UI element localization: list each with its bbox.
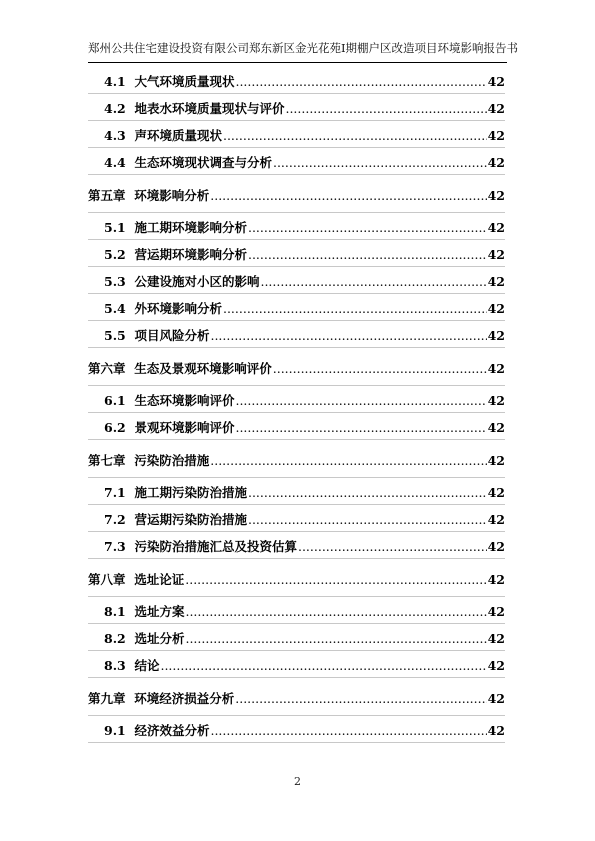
toc-section-entry[interactable]: [88, 294, 505, 321]
toc-entry-title: 施工期环境影响分析: [134, 220, 247, 235]
toc-entry-page: 42: [487, 631, 505, 646]
dot-leader: [210, 325, 486, 347]
toc-chapter-entry[interactable]: [88, 348, 505, 386]
toc-entry-number: 5.1: [104, 220, 126, 235]
toc-entry-number: 4.2: [104, 101, 126, 116]
dot-leader: [235, 688, 486, 710]
toc-entry-title: 地表水环境质量现状与评价: [134, 101, 285, 116]
toc-chapter-entry[interactable]: [88, 440, 505, 478]
toc-section-entry[interactable]: [88, 386, 505, 413]
toc-section-entry[interactable]: [88, 148, 505, 175]
toc-entry-title: 污染防治措施汇总及投资估算: [134, 539, 297, 554]
dot-leader: [285, 98, 486, 120]
toc-entry-page: 42: [487, 485, 505, 500]
toc-entry-page: 42: [487, 539, 505, 554]
toc-entry-number: 5.3: [104, 274, 126, 289]
toc-entry-title: 选址分析: [134, 631, 185, 646]
toc-entry-page: 42: [487, 155, 505, 170]
toc-entry-number: 5.5: [104, 328, 126, 343]
toc-entry-number: 8.1: [104, 604, 126, 619]
toc-entry-number: 5.2: [104, 247, 126, 262]
toc-entry-page: 42: [487, 604, 505, 619]
dot-leader: [248, 244, 487, 266]
toc-entry-number: 第九章: [88, 691, 126, 706]
toc-section-entry[interactable]: [88, 532, 505, 559]
toc-entry-number: 8.3: [104, 658, 126, 673]
toc-section-entry[interactable]: [88, 121, 505, 148]
toc-entry-title: 环境影响分析: [134, 188, 210, 203]
dot-leader: [260, 271, 486, 293]
toc-entry-title: 营运期污染防治措施: [134, 512, 247, 527]
toc-entry-title: 环境经济损益分析: [134, 691, 235, 706]
dot-leader: [273, 358, 487, 380]
toc-entry-page: 42: [487, 101, 505, 116]
toc-entry-page: 42: [487, 572, 505, 587]
toc-entry-page: 42: [487, 74, 505, 89]
toc-entry-title: 选址方案: [134, 604, 185, 619]
toc-entry-page: 42: [487, 420, 505, 435]
toc-entry-title: 生态环境影响评价: [134, 393, 235, 408]
toc-entry-page: 42: [487, 512, 505, 527]
table-of-contents: [88, 67, 505, 743]
toc-entry-number: 4.1: [104, 74, 126, 89]
dot-leader: [248, 217, 487, 239]
toc-section-entry[interactable]: [88, 651, 505, 678]
page-number: 2: [294, 775, 301, 788]
toc-entry-page: 42: [487, 723, 505, 738]
dot-leader: [235, 390, 486, 412]
toc-entry-page: 42: [487, 247, 505, 262]
toc-section-entry[interactable]: [88, 240, 505, 267]
toc-entry-page: 42: [487, 188, 505, 203]
toc-entry-page: 42: [487, 274, 505, 289]
toc-entry-number: 7.1: [104, 485, 126, 500]
dot-leader: [223, 298, 487, 320]
toc-entry-page: 42: [487, 453, 505, 468]
toc-entry-page: 42: [487, 301, 505, 316]
toc-entry-number: 第六章: [88, 361, 126, 376]
toc-entry-number: 9.1: [104, 723, 126, 738]
toc-entry-page: 42: [487, 658, 505, 673]
toc-section-entry[interactable]: [88, 94, 505, 121]
toc-entry-number: 第五章: [88, 188, 126, 203]
toc-section-entry[interactable]: [88, 321, 505, 348]
toc-entry-title: 施工期污染防治措施: [134, 485, 247, 500]
toc-section-entry[interactable]: [88, 413, 505, 440]
toc-entry-title: 声环境质量现状: [134, 128, 222, 143]
toc-entry-number: 第七章: [88, 453, 126, 468]
toc-entry-title: 营运期环境影响分析: [134, 247, 247, 262]
toc-entry-title: 结论: [134, 658, 160, 673]
toc-entry-number: 6.1: [104, 393, 126, 408]
dot-leader: [223, 125, 487, 147]
toc-section-entry[interactable]: [88, 267, 505, 294]
toc-section-entry[interactable]: [88, 624, 505, 651]
toc-entry-page: 42: [487, 220, 505, 235]
toc-entry-title: 选址论证: [134, 572, 185, 587]
toc-entry-title: 大气环境质量现状: [134, 74, 235, 89]
toc-section-entry[interactable]: [88, 213, 505, 240]
toc-entry-title: 污染防治措施: [134, 453, 210, 468]
toc-entry-number: 第八章: [88, 572, 126, 587]
toc-entry-title: 生态环境现状调查与分析: [134, 155, 272, 170]
dot-leader: [248, 509, 487, 531]
toc-entry-title: 公建设施对小区的影响: [134, 274, 260, 289]
dot-leader: [273, 152, 487, 174]
dot-leader: [185, 601, 486, 623]
toc-entry-number: 6.2: [104, 420, 126, 435]
toc-section-entry[interactable]: [88, 67, 505, 94]
toc-entry-page: 42: [487, 361, 505, 376]
dot-leader: [160, 655, 486, 677]
toc-section-entry[interactable]: [88, 597, 505, 624]
toc-entry-page: 42: [487, 128, 505, 143]
toc-entry-title: 外环境影响分析: [134, 301, 222, 316]
toc-entry-title: 项目风险分析: [134, 328, 210, 343]
dot-leader: [185, 628, 486, 650]
toc-section-entry[interactable]: [88, 505, 505, 532]
toc-section-entry[interactable]: [88, 478, 505, 505]
toc-entry-title: 经济效益分析: [134, 723, 210, 738]
toc-entry-page: 42: [487, 691, 505, 706]
toc-entry-number: 7.3: [104, 539, 126, 554]
dot-leader: [298, 536, 487, 558]
dot-leader: [248, 482, 487, 504]
toc-chapter-entry[interactable]: [88, 678, 505, 716]
dot-leader: [185, 569, 486, 591]
toc-section-entry[interactable]: [88, 716, 505, 743]
toc-entry-number: 7.2: [104, 512, 126, 527]
toc-entry-title: 景观环境影响评价: [134, 420, 235, 435]
toc-entry-number: 4.3: [104, 128, 126, 143]
toc-entry-page: 42: [487, 328, 505, 343]
toc-entry-number: 5.4: [104, 301, 126, 316]
dot-leader: [235, 417, 486, 439]
toc-entry-number: 8.2: [104, 631, 126, 646]
toc-entry-number: 4.4: [104, 155, 126, 170]
toc-chapter-entry[interactable]: [88, 175, 505, 213]
dot-leader: [210, 720, 486, 742]
toc-entry-page: 42: [487, 393, 505, 408]
dot-leader: [235, 71, 486, 93]
running-header: 郑州公共住宅建设投资有限公司郑东新区金光花苑Ⅰ期棚户区改造项目环境影响报告书: [88, 40, 507, 63]
dot-leader: [210, 185, 486, 207]
toc-chapter-entry[interactable]: [88, 559, 505, 597]
dot-leader: [210, 450, 486, 472]
toc-entry-title: 生态及景观环境影响评价: [134, 361, 272, 376]
